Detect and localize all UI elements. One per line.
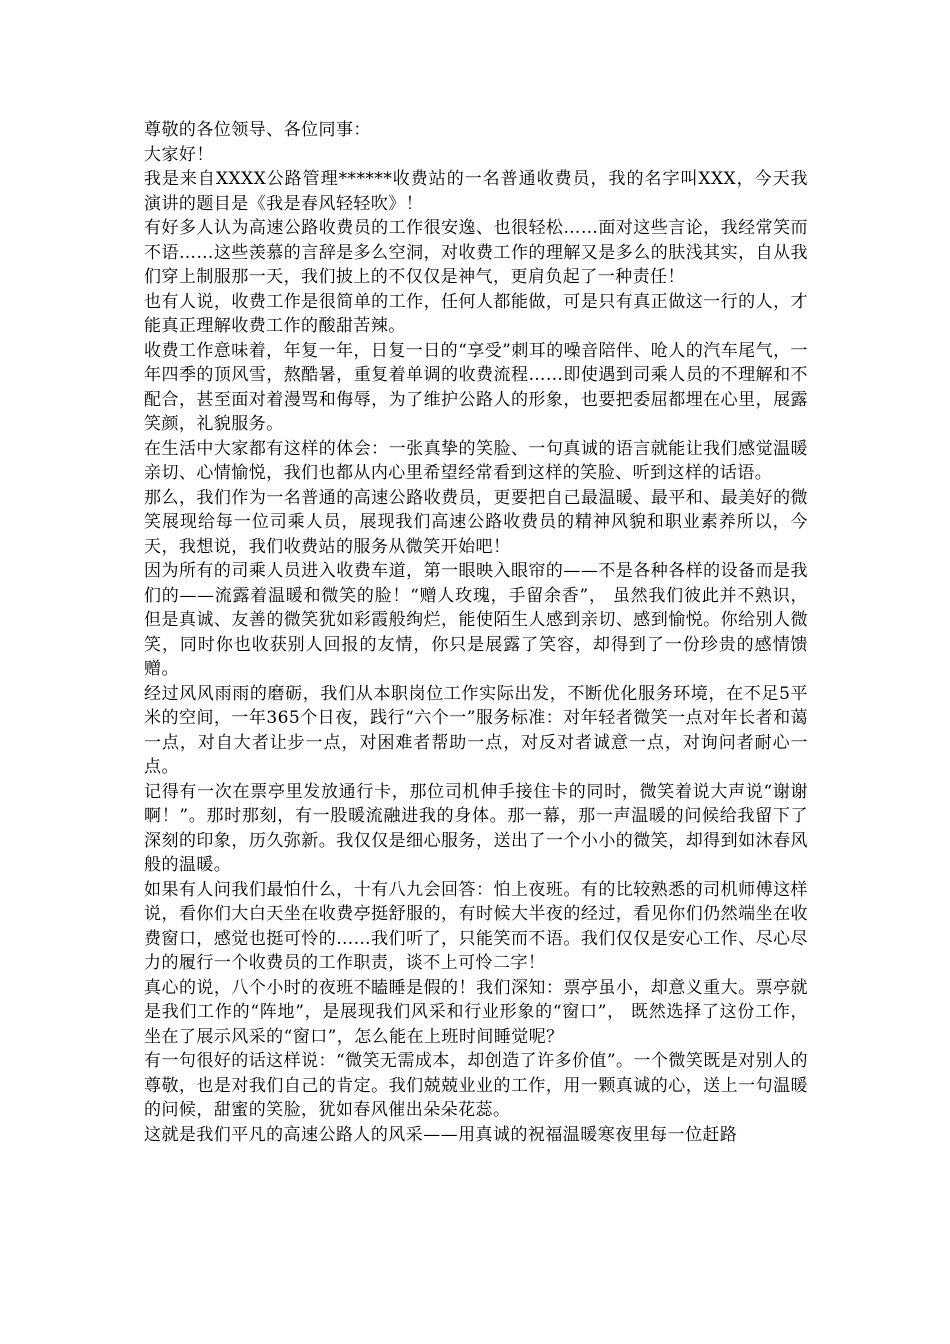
- paragraph-closing: 这就是我们平凡的高速公路人的风采——用真诚的祝福温暖寒夜里每一位赶路: [144, 1124, 738, 1145]
- paragraph-work-meaning: 收费工作意味着，年复一年，日复一日的“享受”刺耳的噪音陪伴、呛人的汽车尾气，一年四季的顶风雪，熬酷暑，重复着单调的收费流程……即使遇到司乘人员的不理解和不配合，甚至面对着漫骂和侮辱，为了维护公路人的形象，也要把委屈都埋在心里，展露笑颜，礼貌服务。: [144, 340, 808, 434]
- paragraph-memory: 记得有一次在票亭里发放通行卡，那位司机伸手接住卡的同时，微笑着说大声说“谢谢啊！”。那时那刻，有一股暖流融进我的身体。那一幕，那一声温暖的问候给我留下了深刻的印象，历久弥新。我仅仅是细心服务，送出了一个小小的微笑，却得到如沐春风般的温暖。: [144, 781, 808, 875]
- paragraph-responsibility: 有好多人认为高速公路收费员的工作很安逸、也很轻松……面对这些言论，我经常笑而不语……这些羡慕的言辞是多么空洞，对收费工作的理解又是多么的肤浅其实，自从我们穿上制服那一天，我们披上的不仅仅是神气，更肩负起了一种责任！: [144, 218, 808, 287]
- paragraph-window: 真心的说，八个小时的夜班不瞌睡是假的！我们深知：票亭虽小，却意义重大。票亭就是我们工作的“阵地”，是展现我们风采和行业形象的“窗口”， 既然选择了这份工作，坐在了展示风采的“窗口”，怎么能在上班时间睡觉呢？: [144, 977, 808, 1047]
- paragraph-introduction: 我是来自XXXX公路管理******收费站的一名普通收费员，我的名字叫XXX，今天我演讲的题目是《我是春风轻轻吹》！: [144, 169, 808, 214]
- paragraph-life-experience: 在生活中大家都有这样的体会：一张真挚的笑脸、一句真诚的语言就能让我们感觉温暖亲切、心情愉悦，我们也都从内心里希望经常看到这样的笑脸、听到这样的话语。: [144, 438, 808, 483]
- paragraph-night-shift: 如果有人问我们最怕什么，十有八九会回答：怕上夜班。有的比较熟悉的司机师傅这样说，看你们大白天坐在收费亭挺舒服的，有时候大半夜的经过，看见你们仍然端坐在收费窗口，感觉也挺可怜的……我们听了，只能笑而不语。我们仅仅是安心工作、尽心尽力的履行一个收费员的工作职责，谈不上可怜二字！: [144, 879, 808, 973]
- paragraph-value-of-smile: 有一句很好的话这样说：“微笑无需成本，却创造了许多价值”。一个微笑既是对别人的尊敬，也是对我们自己的肯定。我们兢兢业业的工作，用一颗真诚的心，送上一句温暖的问候，甜蜜的笑脸，犹如春风催出朵朵花蕊。: [144, 1051, 808, 1120]
- paragraph-first-impression: 因为所有的司乘人员进入收费车道，第一眼映入眼帘的——不是各种各样的设备而是我们的——流露着温暖和微笑的脸！“赠人玫瑰，手留余香”， 虽然我们彼此并不熟识，但是真诚、友善的微笑犹如彩霞般绚烂，能使陌生人感到亲切、感到愉悦。你给别人微笑，同时你也收获别人回报的友情，你只是展露了笑容，却得到了一份珍贵的感情馈赠。: [144, 561, 808, 679]
- paragraph-smile-service: 那么，我们作为一名普通的高速公路收费员，更要把自己最温暖、最平和、最美好的微笑展现给每一位司乘人员，展现我们高速公路收费员的精神风貌和职业素养所以，今天，我想说，我们收费站的服务从微笑开始吧！: [144, 487, 808, 557]
- greeting-line: 大家好！: [144, 144, 214, 165]
- speech-text: [144, 118, 808, 1228]
- paragraph-service-standard: 经过风风雨雨的磨砺，我们从本职岗位工作实际出发，不断优化服务环境，在不足5平米的空间，一年365个日夜，践行“六个一”服务标准：对年轻者微笑一点对年长者和蔼一点，对自大者让步一点，对困难者帮助一点，对反对者诚意一点，对询问者耐心一点。: [144, 683, 808, 777]
- salutation: 尊敬的各位领导、各位同事：: [144, 120, 371, 140]
- paragraph-hardship: 也有人说，收费工作是很简单的工作，任何人都能做，可是只有真正做这一行的人，才能真正理解收费工作的酸甜苦辣。: [144, 291, 808, 336]
